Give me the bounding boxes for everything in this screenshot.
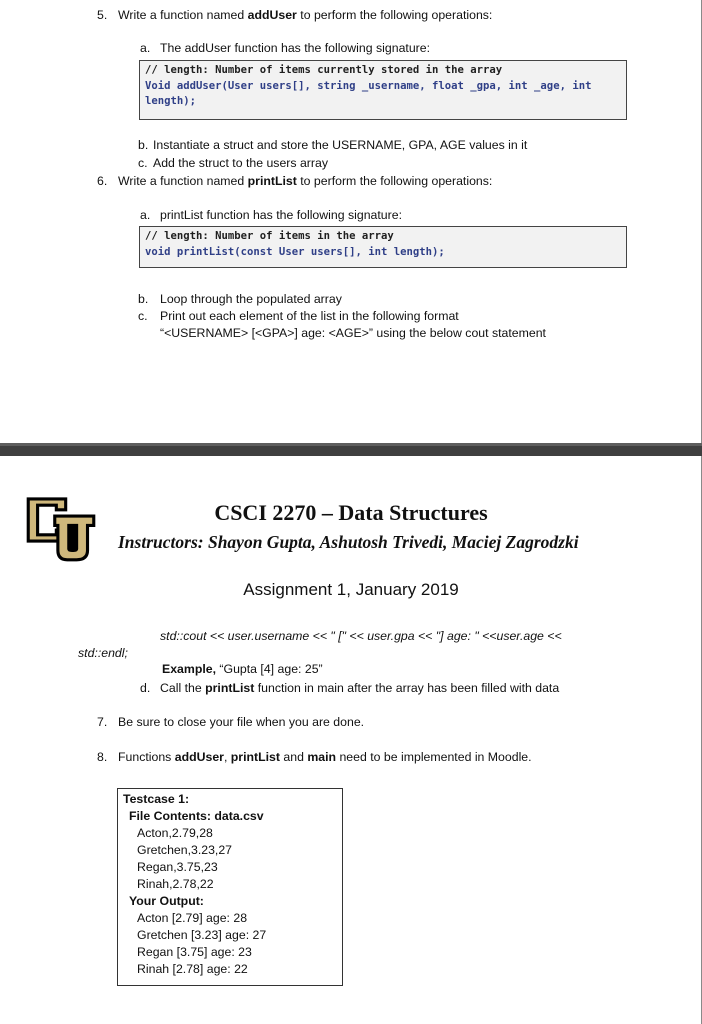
instructors-line: Instructors: Shayon Gupta, Ashutosh Trivedi, Maciej Zagrodzki [118, 532, 579, 552]
testcase-title: Testcase 1: [123, 792, 190, 806]
output-line: Acton [2.79] age: 28 [137, 911, 248, 925]
item-6c-format: “<USERNAME> [<GPA>] age: <AGE>” using the below cout statement [160, 326, 546, 340]
file-line: Acton,2.79,28 [137, 826, 213, 840]
item-6d-text: Call the printList function in main after the array has been filled with data [160, 681, 560, 695]
item-6d-label: d. [140, 681, 151, 695]
item-5b-text: Instantiate a struct and store the USERNAME, GPA, AGE values in it [153, 138, 528, 152]
file-contents-label: File Contents: data.csv [129, 809, 264, 823]
item-5-number: 5. [97, 8, 108, 22]
item-7-text: Be sure to close your file when you are done. [118, 715, 365, 729]
item-6a-label: a. [140, 208, 151, 222]
output-line: Rinah [2.78] age: 22 [137, 962, 248, 976]
item-5c-text: Add the struct to the users array [153, 156, 328, 170]
item-5-text: Write a function named addUser to perform the following operations: [118, 8, 493, 22]
item-8-number: 8. [97, 750, 108, 764]
item-6b-label: b. [138, 292, 149, 306]
assignment-heading: Assignment 1, January 2019 [243, 580, 459, 599]
item-6c-text: Print out each element of the list in the following format [160, 309, 459, 323]
code-comment-line: // length: Number of items in the array [145, 230, 394, 242]
code-signature-line: Void addUser(User users[], string _username, float _gpa, int _age, int [145, 79, 592, 92]
cout-statement: std::cout << user.username << " [" << user.gpa << "] age: " <<user.age << [160, 629, 562, 643]
adduser-signature-code-block [139, 60, 627, 120]
item-6c-label: c. [138, 309, 148, 323]
cout-statement-endl: std::endl; [78, 646, 128, 660]
example-line: Example, “Gupta [4] age: 25” [162, 662, 323, 676]
file-line: Rinah,2.78,22 [137, 877, 214, 891]
code-signature-line-cont: length); [145, 95, 197, 107]
item-6-text: Write a function named printList to perform the following operations: [118, 174, 493, 188]
item-5a-text: The addUser function has the following signature: [160, 41, 431, 55]
page-divider [0, 443, 702, 456]
file-line: Gretchen,3.23,27 [137, 843, 233, 857]
item-6a-text: printList function has the following signature: [160, 208, 402, 222]
item-6b-text: Loop through the populated array [160, 292, 342, 306]
item-5a-label: a. [140, 41, 151, 55]
code-signature-line: void printList(const User users[], int length); [145, 245, 445, 258]
your-output-label: Your Output: [129, 894, 204, 908]
item-6-number: 6. [97, 174, 108, 188]
item-8-text: Functions addUser, printList and main need to be implemented in Moodle. [118, 750, 532, 764]
printlist-signature-code-block [139, 226, 627, 268]
item-5b-label: b. [138, 138, 149, 152]
item-5c-label: c. [138, 156, 148, 170]
course-title: CSCI 2270 – Data Structures [214, 500, 488, 525]
file-line: Regan,3.75,23 [137, 860, 218, 874]
output-line: Regan [3.75] age: 23 [137, 945, 252, 959]
item-7-number: 7. [97, 715, 108, 729]
code-comment-line: // length: Number of items currently stored in the array [145, 64, 503, 76]
output-line: Gretchen [3.23] age: 27 [137, 928, 267, 942]
